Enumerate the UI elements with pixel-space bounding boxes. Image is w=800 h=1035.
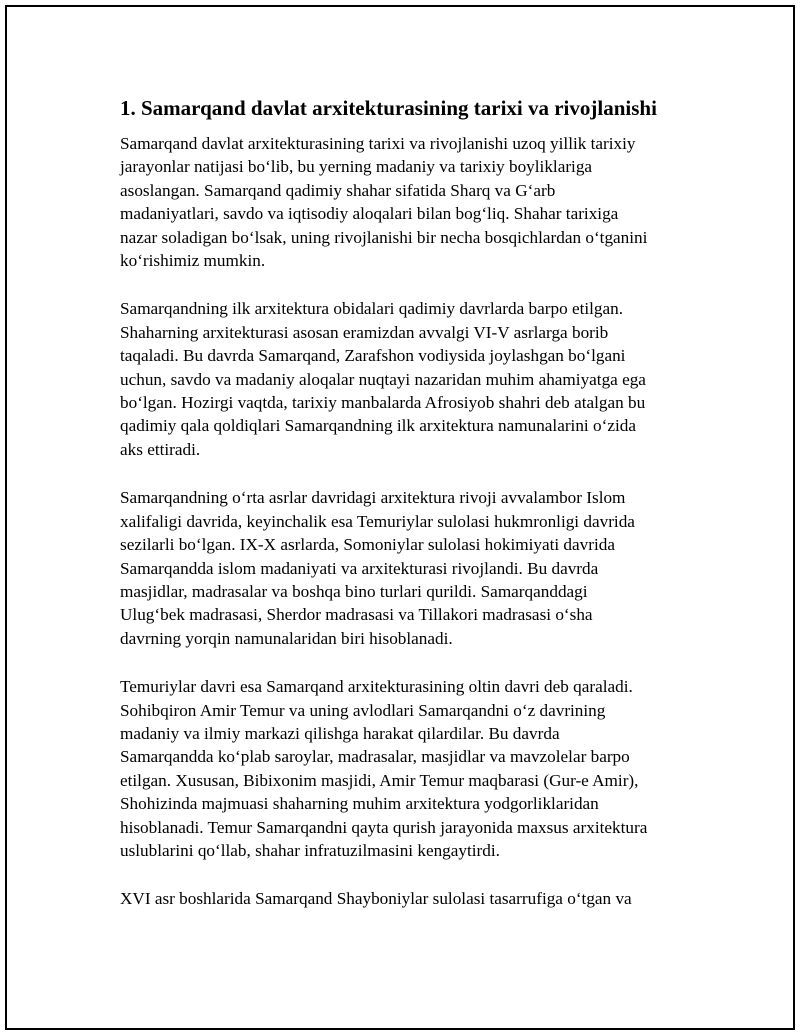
paragraph-4 (120, 675, 695, 862)
text-line: asoslangan. Samarqand qadimiy shahar sifatida Sharq va G‘arb (120, 180, 556, 200)
paragraph-2 (120, 297, 695, 461)
text-line: etilgan. Xususan, Bibixonim masjidi, Amir Temur maqbarasi (Gur-e Amir), (120, 770, 639, 790)
text-line: XVI asr boshlarida Samarqand Shayboniylar sulolasi tasarrufiga o‘tgan va (120, 889, 632, 909)
text-line: Samarqand davlat arxitekturasining tarixi va rivojlanishi uzoq yillik tarixiy (120, 134, 636, 153)
section-heading: 1. Samarqand davlat arxitekturasining tarixi va rivojlanishi (120, 96, 657, 120)
document-body (120, 94, 695, 911)
text-line: uslublarini qo‘llab, shahar infratuzilmasini kengaytirdi. (120, 840, 500, 860)
text-line: Samarqandning o‘rta asrlar davridagi arxitektura rivoji avvalambor Islom (120, 488, 626, 508)
text-line: Shaharning arxitekturasi asosan eramizdan avvalgi VI-V asrlarga borib (120, 322, 609, 342)
text-line: davrning yorqin namunalaridan biri hisoblanadi. (120, 628, 453, 648)
text-line: Ulug‘bek madrasasi, Sherdor madrasasi va Tillakori madrasasi o‘sha (120, 605, 593, 625)
text-line: Shohizinda majmuasi shaharning muhim arxitektura yodgorliklaridan (120, 794, 599, 814)
text-line: Sohibqiron Amir Temur va uning avlodlari Samarqandni o‘z davrining (120, 700, 606, 720)
text-line: masjidlar, madrasalar va boshqa bino turlari qurildi. Samarqanddagi (120, 581, 588, 601)
text-line: Samarqandda islom madaniyati va arxitekturasi rivojlandi. Bu davrda (120, 558, 599, 578)
paragraph-3 (120, 486, 695, 650)
text-line: aks ettiradi. (120, 439, 201, 459)
text-line: madaniyatlari, savdo va iqtisodiy aloqalari bilan bog‘liq. Shahar tarixiga (120, 204, 619, 224)
text-line: taqaladi. Bu davrda Samarqand, Zarafshon vodiysida joylashgan bo‘lgani (120, 346, 626, 366)
text-line: xalifaligi davrida, keyinchalik esa Temuriylar sulolasi hukmronligi davrida (120, 511, 635, 531)
text-line: bo‘lgan. Hozirgi vaqtda, tarixiy manbalarda Afrosiyob shahri deb atalgan bu (120, 393, 646, 413)
paragraph-5 (120, 887, 695, 910)
text-line: qadimiy qala qoldiqlari Samarqandning ilk arxitektura namunalarini o‘zida (120, 416, 636, 436)
document-page (5, 5, 795, 1030)
text-line: hisoblanadi. Temur Samarqandni qayta qurish jarayonida maxsus arxitektura (120, 817, 648, 837)
text-line: uchun, savdo va madaniy aloqalar nuqtayi nazaridan muhim ahamiyatga ega (120, 369, 646, 389)
text-line: jarayonlar natijasi bo‘lib, bu yerning madaniy va tarixiy boyliklariga (120, 157, 593, 177)
text-line: sezilarli bo‘lgan. IX-X asrlarda, Somoniylar sulolasi hokimiyati davrida (120, 535, 615, 555)
text-line: ko‘rishimiz mumkin. (120, 251, 266, 271)
text-line: Samarqandda ko‘plab saroylar, madrasalar, masjidlar va mavzolelar barpo (120, 747, 630, 767)
text-line: nazar soladigan bo‘lsak, uning rivojlanishi bir necha bosqichlardan o‘tganini (120, 227, 648, 247)
text-line: Temuriylar davri esa Samarqand arxitekturasining oltin davri deb qaraladi. (120, 677, 633, 697)
text-line: madaniy va ilmiy markazi qilishga harakat qilardilar. Bu davrda (120, 723, 560, 743)
text-line: Samarqandning ilk arxitektura obidalari qadimiy davrlarda barpo etilgan. (120, 299, 624, 319)
paragraph-1 (120, 132, 695, 272)
